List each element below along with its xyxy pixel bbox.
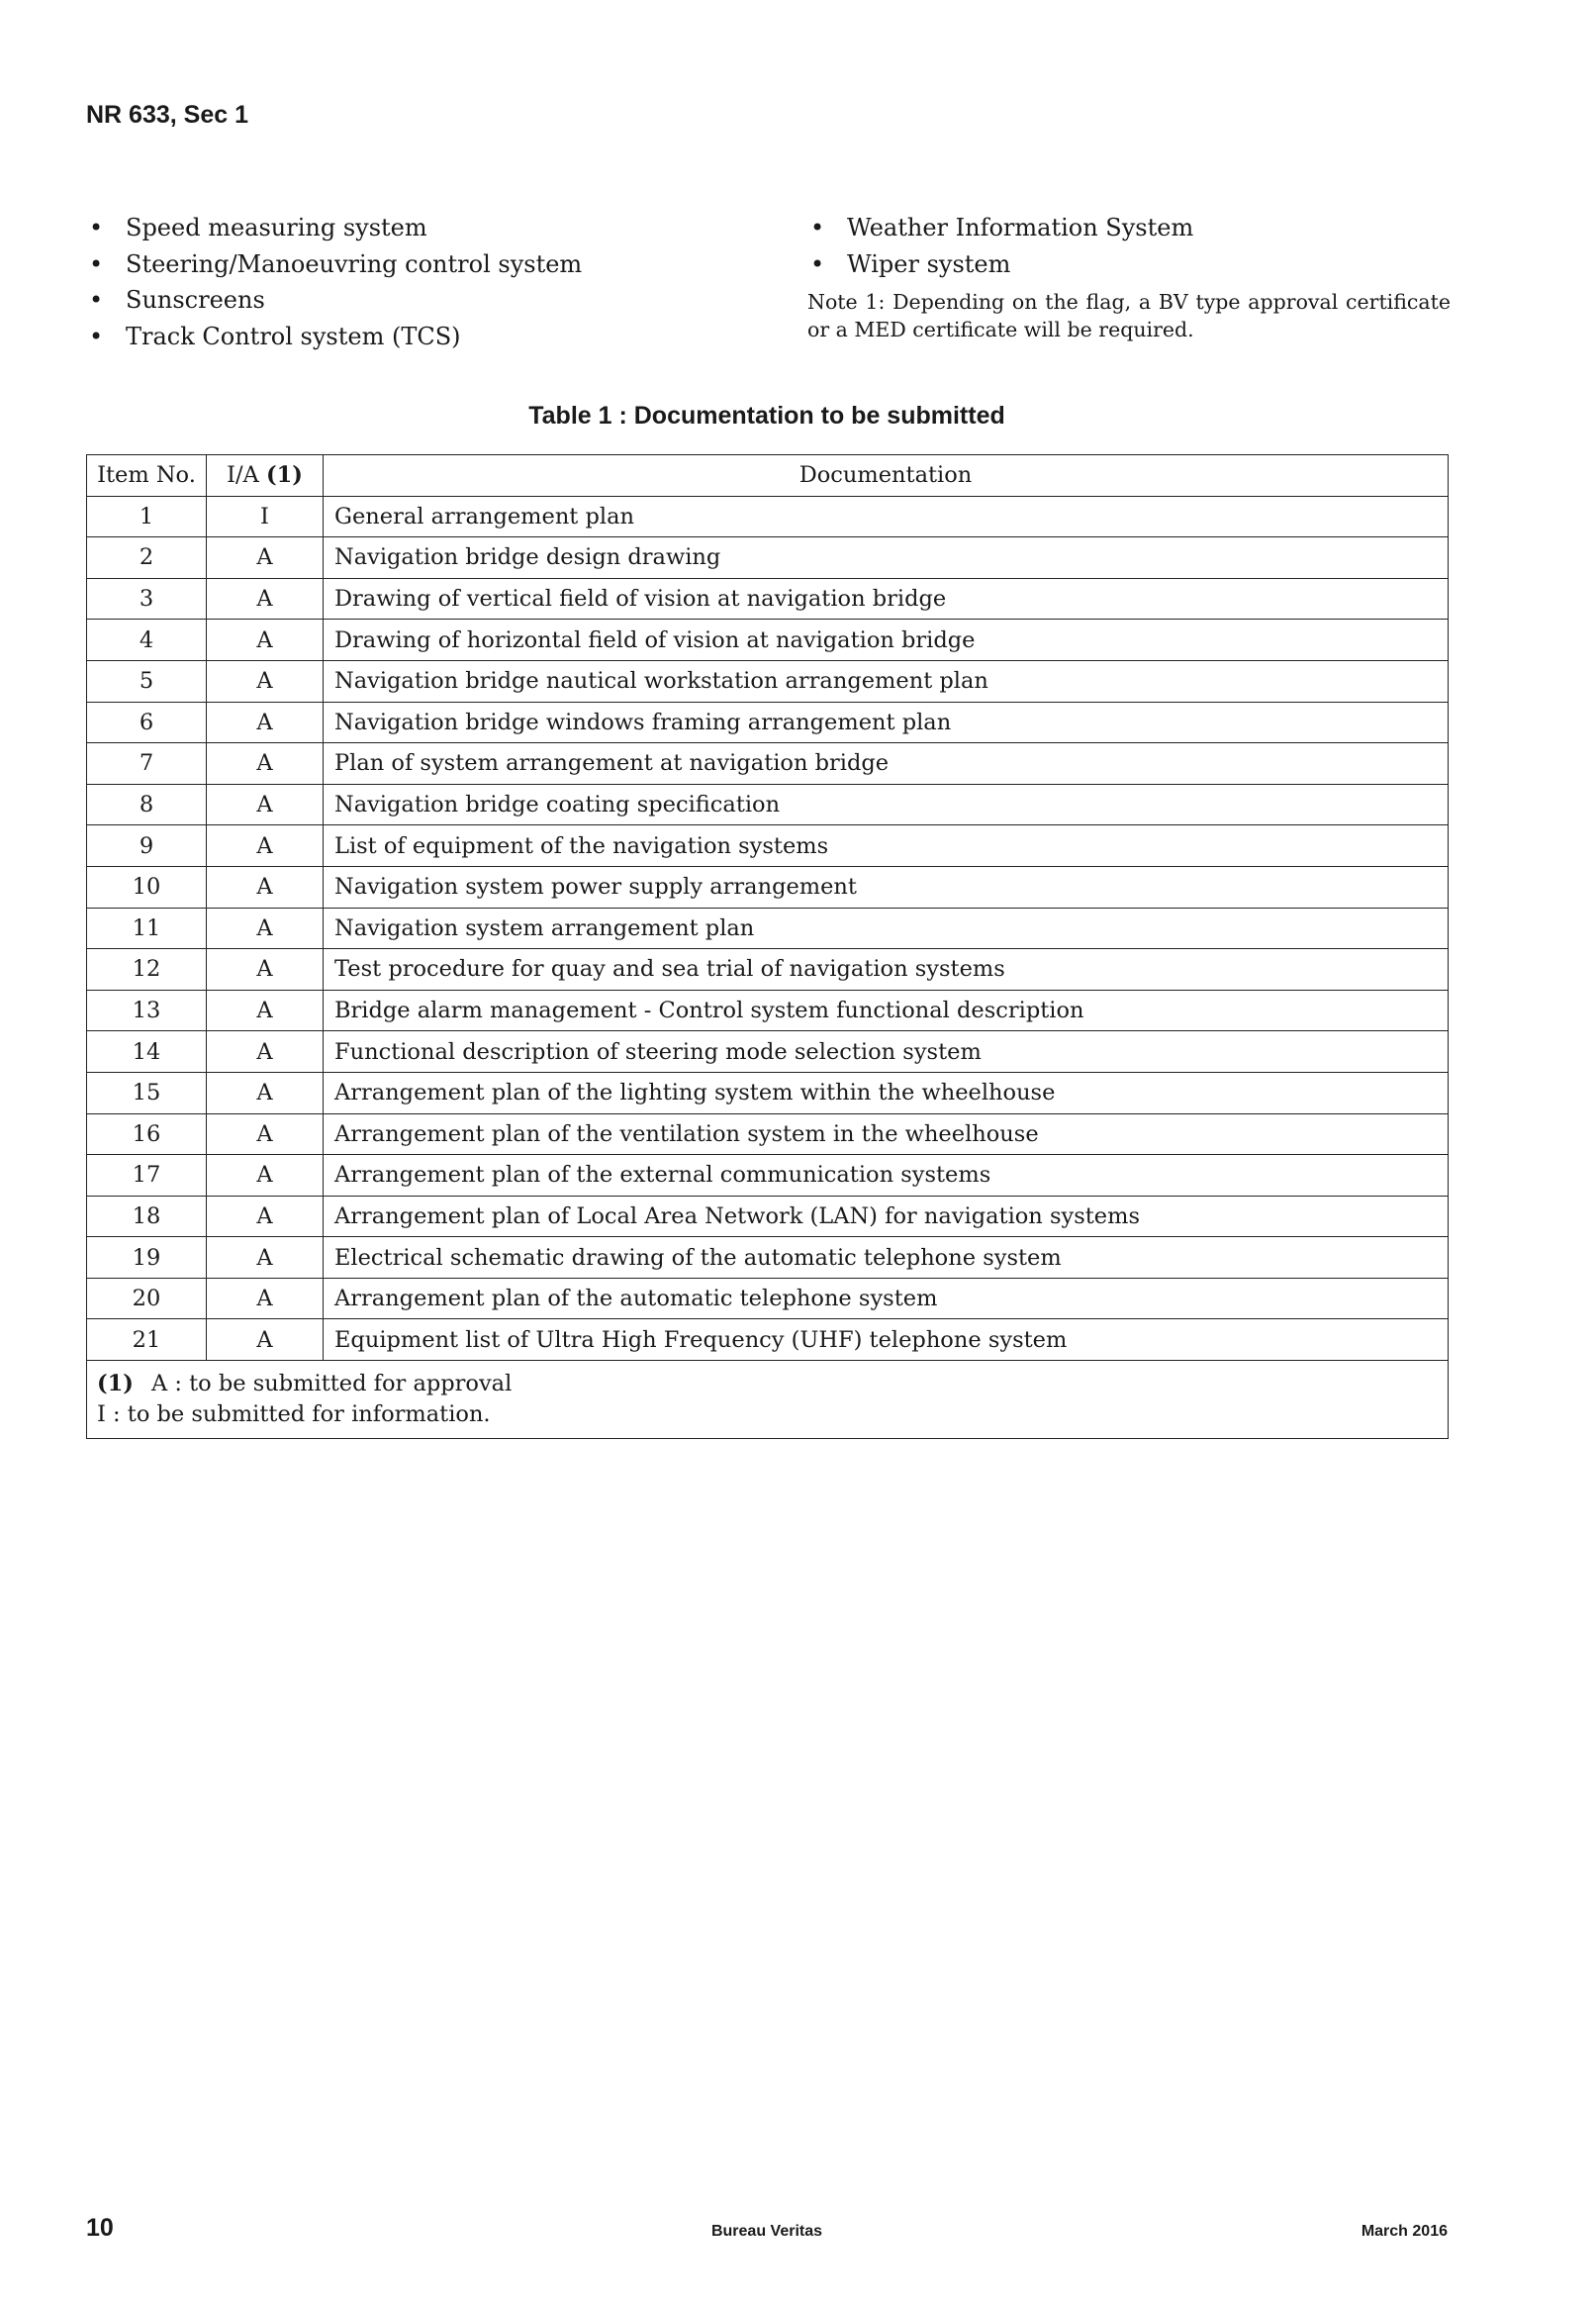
bullet-text: Sunscreens [126,286,265,314]
item-no-cell: 18 [87,1196,207,1237]
ia-cell: A [207,702,324,743]
item-no-cell: 9 [87,825,207,867]
table-row [87,990,1449,1031]
documentation-cell: Arrangement plan of the automatic telephone system [324,1278,1449,1319]
table-header-row [87,455,1449,497]
table-row [87,702,1449,743]
table-row [87,1196,1449,1237]
table-row [87,949,1449,991]
item-no-cell: 19 [87,1237,207,1279]
header-ia [207,455,324,497]
bullet-text: Track Control system (TCS) [126,322,461,350]
table-row [87,784,1449,825]
ia-cell: A [207,660,324,702]
ia-cell: A [207,1278,324,1319]
documentation-cell: Navigation bridge design drawing [324,537,1449,579]
note-text: Note 1: Depending on the flag, a BV type approval certificate or a MED certificate will be required. [807,290,1451,341]
table-row [87,908,1449,949]
bullet-icon: • [89,214,104,241]
ia-cell: A [207,825,324,867]
ia-cell: A [207,620,324,661]
table-row [87,496,1449,537]
bullet-item [86,210,759,246]
item-no-cell: 2 [87,537,207,579]
ia-cell: A [207,866,324,908]
header-documentation: Documentation [324,455,1449,497]
documentation-cell: Navigation system arrangement plan [324,908,1449,949]
table-row [87,866,1449,908]
right-bullet-list [807,210,1451,282]
bullet-item [807,210,1451,246]
ia-cell: A [207,1196,324,1237]
table-row [87,1278,1449,1319]
page-footer [86,2203,1448,2243]
bullet-icon: • [810,214,825,241]
documentation-table [86,454,1449,1439]
documentation-cell: Navigation bridge nautical workstation arrangement plan [324,660,1449,702]
table-row [87,1072,1449,1113]
ia-cell: A [207,1031,324,1073]
item-no-cell: 21 [87,1319,207,1361]
documentation-cell: Arrangement plan of Local Area Network (LAN) for navigation systems [324,1196,1449,1237]
page-header: NR 633, Sec 1 [86,101,248,129]
documentation-cell: General arrangement plan [324,496,1449,537]
documentation-cell: Equipment list of Ultra High Frequency (UHF) telephone system [324,1319,1449,1361]
documentation-cell: List of equipment of the navigation systems [324,825,1449,867]
table-body [87,496,1449,1360]
ia-cell: A [207,1155,324,1197]
header-ia-ref: (1) [265,462,303,489]
table-row [87,825,1449,867]
item-no-cell: 8 [87,784,207,825]
bullet-item [86,246,759,283]
table-title: Table 1 : Documentation to be submitted [528,402,1005,430]
ia-cell: A [207,1319,324,1361]
bullet-text: Weather Information System [847,214,1194,241]
documentation-cell: Arrangement plan of the ventilation system in the wheelhouse [324,1113,1449,1155]
documentation-cell: Drawing of horizontal field of vision at navigation bridge [324,620,1449,661]
publisher-name: Bureau Veritas [710,2223,823,2240]
ia-cell: I [207,496,324,537]
documentation-cell: Arrangement plan of the external communication systems [324,1155,1449,1197]
left-bullet-column [86,210,759,354]
ia-cell: A [207,578,324,620]
table-row [87,620,1449,661]
table-footnote [87,1361,1449,1439]
item-no-cell: 7 [87,743,207,785]
item-no-cell: 1 [87,496,207,537]
page-number: 10 [86,2214,114,2242]
bullet-text: Wiper system [847,249,1011,278]
documentation-cell: Functional description of steering mode selection system [324,1031,1449,1073]
ia-cell: A [207,743,324,785]
item-no-cell: 4 [87,620,207,661]
ia-cell: A [207,990,324,1031]
item-no-cell: 11 [87,908,207,949]
ia-cell: A [207,1237,324,1279]
documentation-cell: Navigation bridge coating specification [324,784,1449,825]
left-bullet-list [86,210,759,354]
bullet-icon: • [89,322,104,350]
bullet-icon: • [89,286,104,314]
publication-date: March 2016 [1361,2223,1448,2240]
ia-cell: A [207,537,324,579]
footnote-line-2: I : to be submitted for information. [97,1401,491,1428]
ia-cell: A [207,908,324,949]
item-no-cell: 12 [87,949,207,991]
table-row [87,1155,1449,1197]
table-row [87,1237,1449,1279]
bullet-item [86,282,759,319]
documentation-cell: Plan of system arrangement at navigation bridge [324,743,1449,785]
header-item-no: Item No. [87,455,207,497]
item-no-cell: 16 [87,1113,207,1155]
ia-cell: A [207,1113,324,1155]
documentation-cell: Bridge alarm management - Control system functional description [324,990,1449,1031]
item-no-cell: 15 [87,1072,207,1113]
documentation-cell: Electrical schematic drawing of the automatic telephone system [324,1237,1449,1279]
right-bullet-column [807,210,1451,343]
table-row [87,743,1449,785]
item-no-cell: 14 [87,1031,207,1073]
documentation-cell: Navigation bridge windows framing arrangement plan [324,702,1449,743]
table-row [87,660,1449,702]
item-no-cell: 10 [87,866,207,908]
bullet-item [86,319,759,355]
header-ia-label: I/A [227,462,266,489]
item-no-cell: 6 [87,702,207,743]
table-row [87,1031,1449,1073]
item-no-cell: 13 [87,990,207,1031]
item-no-cell: 20 [87,1278,207,1319]
ia-cell: A [207,1072,324,1113]
table-row [87,1319,1449,1361]
ia-cell: A [207,949,324,991]
bullet-text: Steering/Manoeuvring control system [126,249,583,278]
bullet-icon: • [89,249,104,278]
item-no-cell: 5 [87,660,207,702]
footnote-mark: (1) [97,1371,134,1397]
table-row [87,1113,1449,1155]
documentation-cell: Navigation system power supply arrangement [324,866,1449,908]
table-row [87,537,1449,579]
documentation-cell: Test procedure for quay and sea trial of navigation systems [324,949,1449,991]
bullet-item [807,246,1451,283]
bullet-text: Speed measuring system [126,214,427,241]
item-no-cell: 3 [87,578,207,620]
item-no-cell: 17 [87,1155,207,1197]
ia-cell: A [207,784,324,825]
documentation-cell: Arrangement plan of the lighting system within the wheelhouse [324,1072,1449,1113]
table-row [87,578,1449,620]
footnote-line-1: A : to be submitted for approval [151,1371,513,1397]
documentation-cell: Drawing of vertical field of vision at navigation bridge [324,578,1449,620]
table-footnote-row [87,1361,1449,1439]
bullet-icon: • [810,249,825,278]
